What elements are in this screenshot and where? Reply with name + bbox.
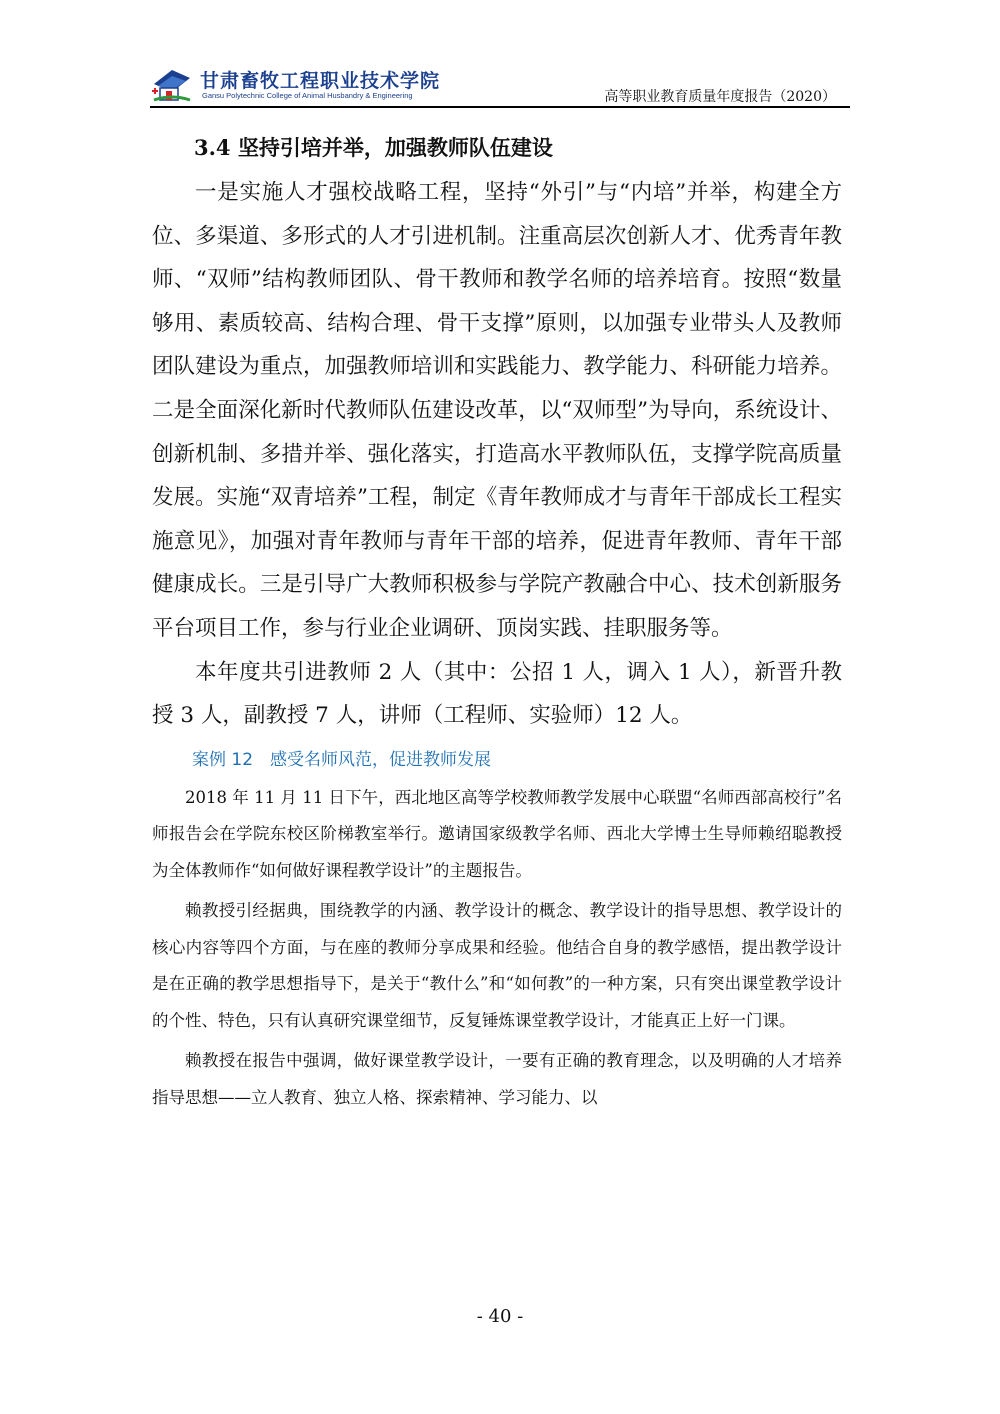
report-title: 高等职业教育质量年度报告（2020） [604,89,836,105]
case-paragraph: 赖教授在报告中强调，做好课堂教学设计，一要有正确的教育理念，以及明确的人才培养指导思想——立人教育、独立人格、探索精神、学习能力、以 [152,1051,842,1107]
header-divider [150,106,850,108]
school-name-cn: 甘肃畜牧工程职业技术学院 [200,70,441,92]
case-heading: 案例 12 感受名师风范，促进教师发展 [192,749,492,770]
page-header [150,64,850,108]
body-paragraph: 本年度共引进教师 2 人（其中：公招 1 人，调入 1 人），新晋升教授 3 人，副教授 7 人，讲师（工程师、实验师）12 人。 [152,659,842,729]
school-name-en: Gansu Polytechnic College of Animal Husbandry & Engineering [202,91,413,100]
college-logo-icon [150,64,194,104]
case-paragraph: 2018 年 11 月 11 日下午，西北地区高等学校教师教学发展中心联盟“名师西部高校行”名师报告会在学院东校区阶梯教室举行。邀请国家级教学名师、西北大学博士生导师赖绍聪教授为全体教师作“如何做好课程教学设计”的主题报告。 [152,787,842,880]
body-paragraph: 一是实施人才强校战略工程，坚持“外引”与“内培”并举，构建全方位、多渠道、多形式的人才引进机制。注重高层次创新人才、优秀青年教师、“双师”结构教师团队、骨干教师和教学名师的培养培育。按照“数量够用、素质较高、结构合理、骨干支撑”原则，以加强专业带头人及教师团队建设为重点，加强教师培训和实践能力、教学能力、科研能力培养。二是全面深化新时代教师队伍建设改革，以“双师型”为导向，系统设计、创新机制、多措并举、强化落实，打造高水平教师队伍，支撑学院高质量发展。实施“双青培养”工程，制定《青年教师成才与青年干部成长工程实施意见》，加强对青年教师与青年干部的培养，促进青年教师、青年干部健康成长。三是引导广大教师积极参与学院产教融合中心、技术创新服务平台项目工作，参与行业企业调研、顶岗实践、挂职服务等。 [152,180,842,641]
case-paragraph: 赖教授引经据典，围绕教学的内涵、教学设计的概念、教学设计的指导思想、教学设计的核心内容等四个方面，与在座的教师分享成果和经验。他结合自身的教学感悟，提出教学设计是在正确的教学思想指导下，是关于“教什么”和“如何教”的一种方案，只有突出课堂教学设计的个性、特色，只有认真研究课堂细节，反复锤炼课堂教学设计，才能真正上好一门课。 [152,901,842,1030]
page-content [152,125,842,1120]
section-heading: 3.4 坚持引培并举，加强教师队伍建设 [194,135,553,160]
page-number: - 40 - [476,1306,524,1327]
